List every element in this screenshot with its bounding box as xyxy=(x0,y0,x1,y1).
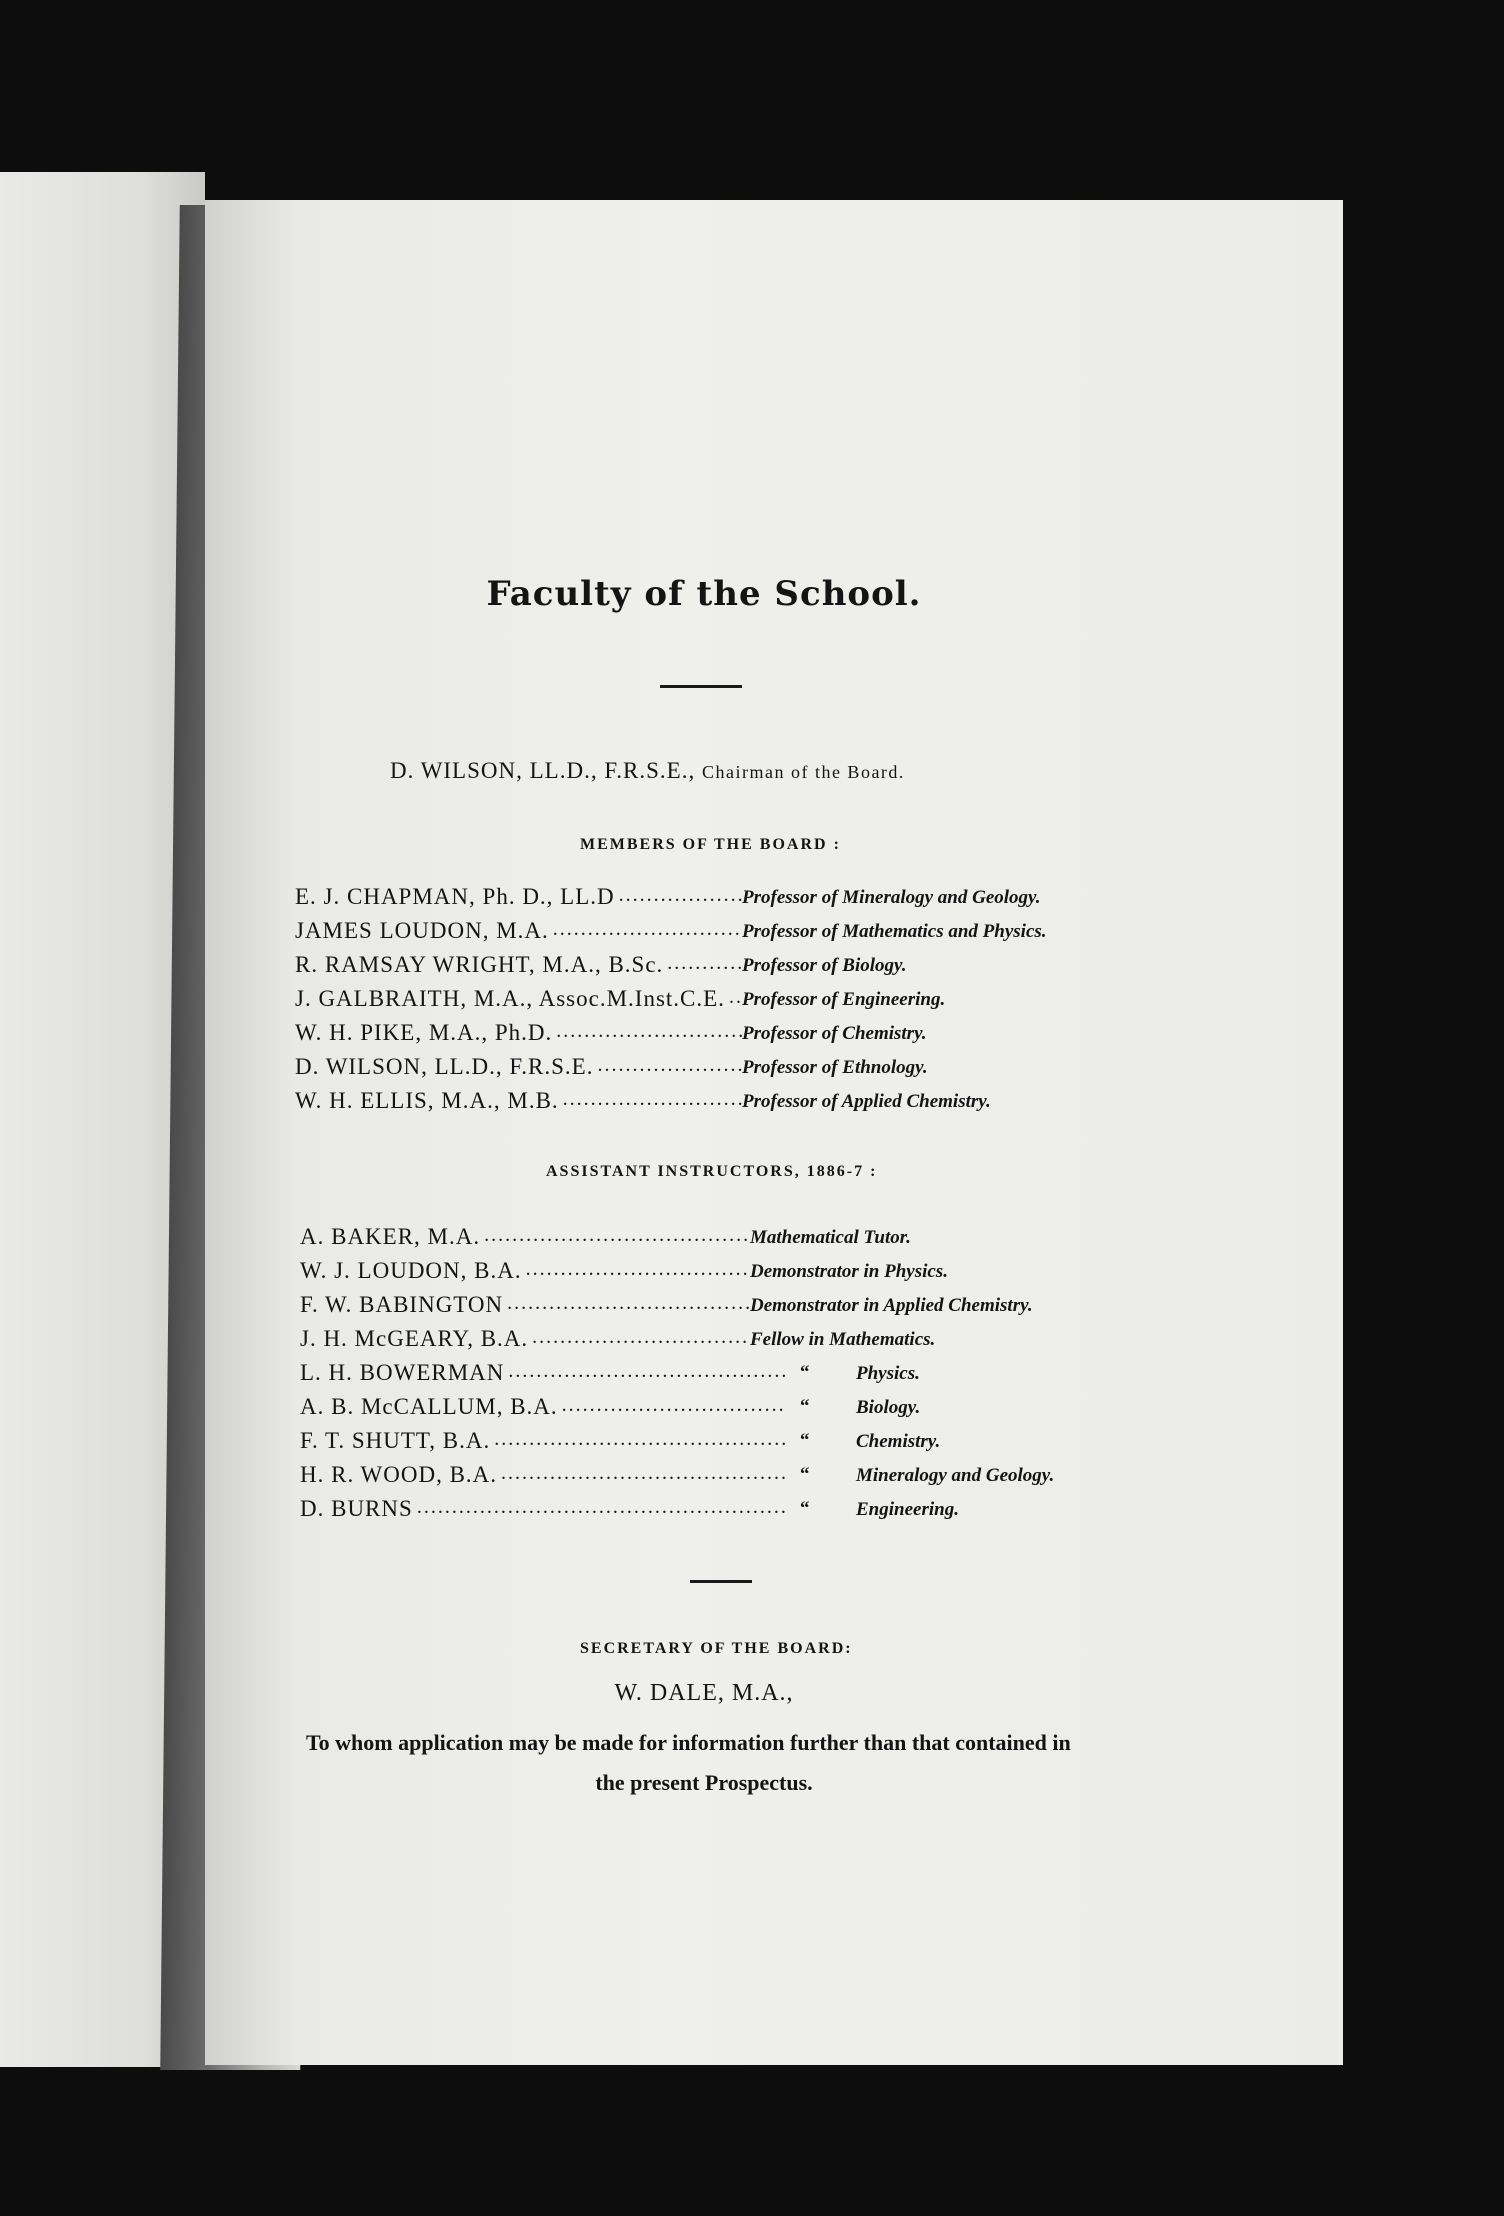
dot-leader: .......................................... xyxy=(494,1428,789,1450)
assistant-row-ditto: “ xyxy=(800,1430,810,1451)
member-row-name: J. GALBRAITH, M.A., Assoc.M.Inst.C.E. xyxy=(295,986,725,1011)
assistant-row-role: Mineralogy and Geology. xyxy=(856,1465,1055,1486)
dot-leader: ................................... xyxy=(507,1292,753,1314)
assistant-row-name: F. T. SHUTT, B.A. xyxy=(300,1428,491,1453)
assistant-row xyxy=(0,1326,1504,1360)
member-row-name: W. H. ELLIS, M.A., M.B. xyxy=(295,1088,559,1113)
assistant-row-role: Demonstrator in Physics. xyxy=(750,1261,948,1282)
chairman-line xyxy=(390,758,905,784)
assistant-row-role: Mathematical Tutor. xyxy=(750,1227,911,1248)
member-row-name: W. H. PIKE, M.A., Ph.D. xyxy=(295,1020,553,1045)
dot-leader: ........... xyxy=(667,952,745,974)
assistant-row xyxy=(0,1360,1504,1394)
assistant-row-ditto: “ xyxy=(800,1362,810,1383)
dot-leader: .......................... xyxy=(562,1088,745,1110)
dot-leader: ........................... xyxy=(556,1020,746,1042)
assistant-row-ditto: “ xyxy=(800,1498,810,1519)
dot-leader: ........................................ xyxy=(508,1360,789,1382)
chairman-title: Chairman of the Board. xyxy=(701,762,905,782)
page-title: Faculty of the School. xyxy=(486,574,922,614)
secretary-divider xyxy=(690,1580,752,1583)
member-row xyxy=(0,884,1504,918)
dot-leader: ..................................................... xyxy=(416,1496,788,1518)
assistant-row-ditto: “ xyxy=(800,1396,810,1417)
assistant-row-name: F. W. BABINGTON xyxy=(300,1292,504,1317)
assistant-row xyxy=(0,1462,1504,1496)
member-row-name: D. WILSON, LL.D., F.R.S.E. xyxy=(295,1054,594,1079)
member-row xyxy=(0,1088,1504,1122)
dot-leader: .. xyxy=(728,986,743,1008)
assistant-row-name: A. B. McCALLUM, B.A. xyxy=(300,1394,558,1419)
dot-leader: ........................... xyxy=(552,918,742,940)
chairman-name: D. WILSON, LL.D., F.R.S.E., xyxy=(390,758,696,783)
assistant-row xyxy=(0,1258,1504,1292)
member-row xyxy=(0,986,1504,1020)
dot-leader: ......................................... xyxy=(501,1462,789,1484)
dot-leader: ................................ xyxy=(525,1258,750,1280)
member-row-role: Professor of Ethnology. xyxy=(742,1057,928,1078)
dot-leader: ...................................... xyxy=(484,1224,751,1246)
member-row-role: Professor of Biology. xyxy=(742,955,907,976)
member-row xyxy=(0,952,1504,986)
assistant-row xyxy=(0,1496,1504,1530)
assistant-row xyxy=(0,1224,1504,1258)
assistant-row-name: D. BURNS xyxy=(300,1496,413,1521)
assistant-row xyxy=(0,1394,1504,1428)
member-row-role: Professor of Mathematics and Physics. xyxy=(742,921,1047,942)
dot-leader: .................. xyxy=(618,884,745,906)
member-row xyxy=(0,1020,1504,1054)
member-row xyxy=(0,918,1504,952)
assistant-row-role: Demonstrator in Applied Chemistry. xyxy=(750,1295,1033,1316)
member-row-name: R. RAMSAY WRIGHT, M.A., B.Sc. xyxy=(295,952,664,977)
secretary-name: W. DALE, M.A., xyxy=(614,1680,794,1706)
dot-leader: ................................ xyxy=(561,1394,786,1416)
member-row-name: E. J. CHAPMAN, Ph. D., LL.D xyxy=(295,884,615,909)
secretary-heading: SECRETARY OF THE BOARD: xyxy=(580,1640,853,1657)
secretary-note-line-1: To whom application may be made for information further than that contained in xyxy=(306,1730,1071,1755)
secretary-note-line-2: the present Prospectus. xyxy=(595,1770,813,1795)
assistant-row-role: Biology. xyxy=(856,1397,921,1418)
assistant-row-role: Engineering. xyxy=(856,1499,959,1520)
title-divider xyxy=(660,685,742,688)
assistant-row-name: J. H. McGEARY, B.A. xyxy=(300,1326,529,1351)
assistant-row xyxy=(0,1428,1504,1462)
member-row-role: Professor of Engineering. xyxy=(742,989,946,1010)
member-row-role: Professor of Chemistry. xyxy=(742,1023,927,1044)
assistant-row-name: W. J. LOUDON, B.A. xyxy=(300,1258,522,1283)
assistant-row-role: Physics. xyxy=(856,1363,920,1384)
assistant-row-name: H. R. WOOD, B.A. xyxy=(300,1462,498,1487)
assistant-row-name: A. BAKER, M.A. xyxy=(300,1224,481,1249)
assistant-row-role: Fellow in Mathematics. xyxy=(750,1329,936,1350)
assistant-row-name: L. H. BOWERMAN xyxy=(300,1360,505,1385)
member-row-name: JAMES LOUDON, M.A. xyxy=(295,918,549,943)
member-row xyxy=(0,1054,1504,1088)
dot-leader: ............................... xyxy=(532,1326,750,1348)
assistant-row xyxy=(0,1292,1504,1326)
member-row-role: Professor of Applied Chemistry. xyxy=(742,1091,991,1112)
member-row-role: Professor of Mineralogy and Geology. xyxy=(742,887,1041,908)
members-heading: MEMBERS OF THE BOARD : xyxy=(580,836,841,853)
dot-leader: ..................... xyxy=(597,1054,745,1076)
assistant-row-role: Chemistry. xyxy=(856,1431,941,1452)
assistant-row-ditto: “ xyxy=(800,1464,810,1485)
assistants-heading: ASSISTANT INSTRUCTORS, 1886-7 : xyxy=(546,1163,878,1180)
